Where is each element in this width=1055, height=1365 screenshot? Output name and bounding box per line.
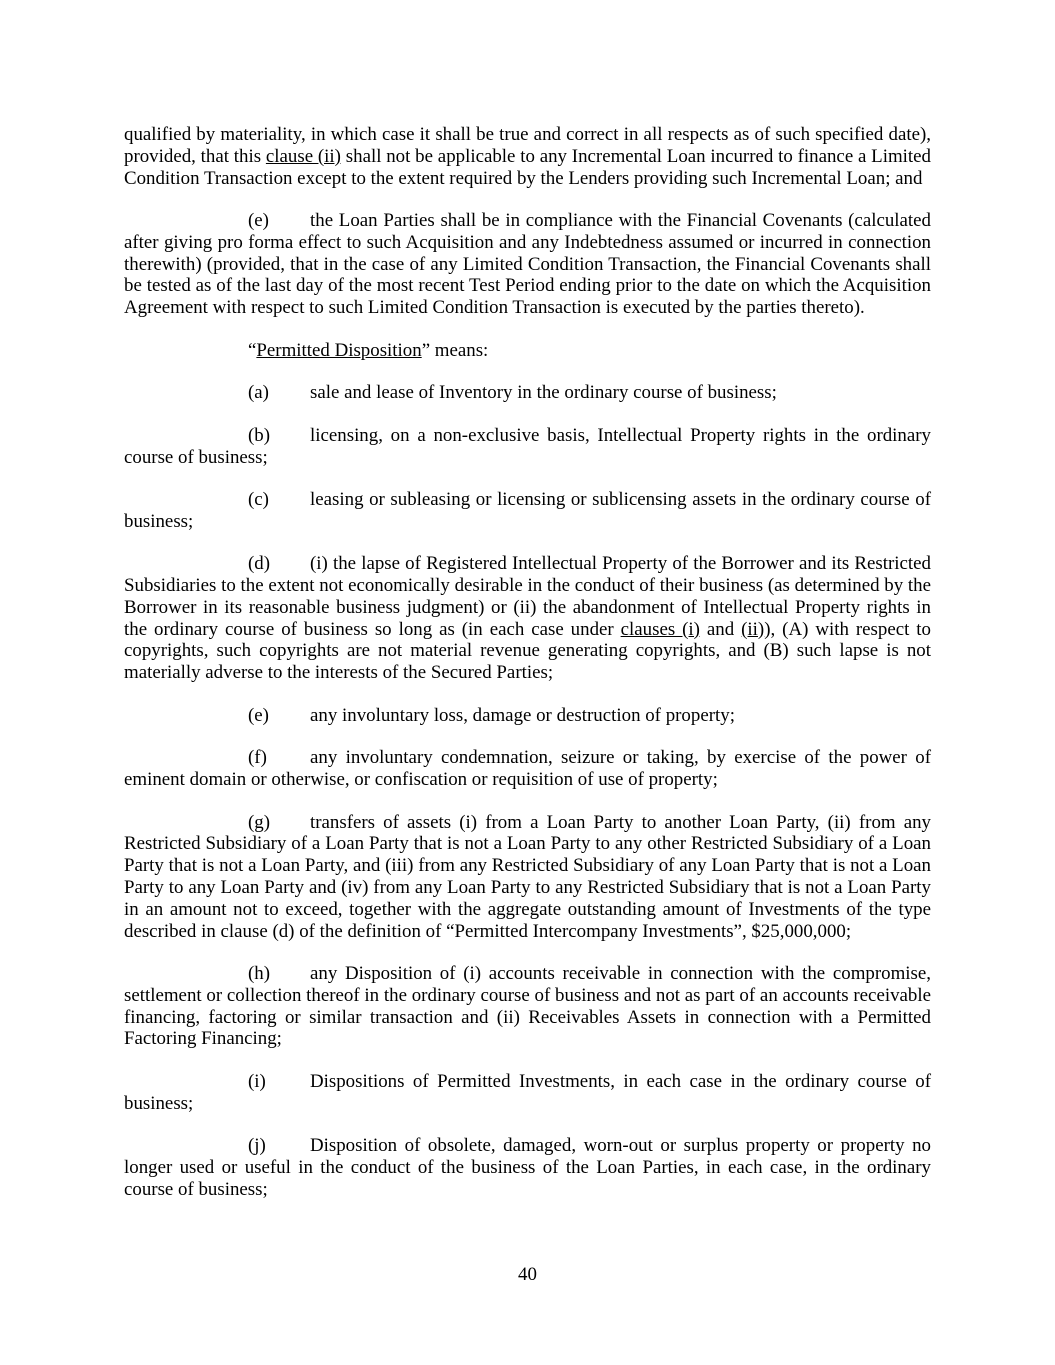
item-label: (a) — [248, 382, 269, 404]
intro-text-before: qualified by materiality, in which case it shall be true and correct in all respects as of such specified date), provided, that this — [124, 124, 931, 167]
item-h — [124, 963, 931, 1050]
item-a — [124, 382, 931, 404]
item-text: Dispositions of Permitted Investments, in each case in the ordinary course of business; — [124, 1070, 931, 1114]
item-f — [124, 747, 931, 791]
item-g — [124, 812, 931, 943]
item-i — [124, 1071, 931, 1115]
page-body — [124, 124, 931, 1221]
item-d — [124, 553, 931, 684]
item-text: any involuntary loss, damage or destruction of property; — [310, 704, 735, 726]
clauses-i-reference: clauses (i) — [620, 618, 700, 640]
item-label: (d) — [248, 553, 271, 575]
item-text: licensing, on a non-exclusive basis, Intellectual Property rights in the ordinary course of business; — [124, 424, 931, 468]
item-text: Disposition of obsolete, damaged, worn-out or surplus property or property no longer used or useful in the conduct of the business of the Loan Parties, in each case, in the ordinary course of business; — [124, 1135, 931, 1200]
item-c — [124, 489, 931, 533]
item-j — [124, 1135, 931, 1200]
item-text: sale and lease of Inventory in the ordinary course of business; — [310, 382, 777, 404]
item-label: (e) — [248, 704, 269, 726]
clause-e-paragraph — [124, 210, 931, 319]
clause-reference: clause (ii) — [265, 145, 341, 167]
item-label: (g) — [248, 811, 271, 833]
item-text: any Disposition of (i) accounts receivable in connection with the compromise, settlement or collection thereof in the ordinary course of business and not as part of an accounts receivable financing, factoring or similar transaction and (ii) Receivables Assets in connection with a Permitted Factoring Financing; — [124, 962, 931, 1050]
item-label: (j) — [248, 1135, 266, 1157]
clause-text: the Loan Parties shall be in compliance with the Financial Covenants (calculated after giving pro forma effect to such Acquisition and any Indebtedness assumed or incurred in connection therewith) (provided, that in the case of any Limited Condition Transaction, the Financial Covenants shall be tested as of the last day of the most recent Test Period ending prior to the date on which the Acquisition Agreement with respect to such Limited Condition Transaction is executed by the parties thereto). — [124, 210, 931, 319]
open-quote: “ — [248, 339, 257, 361]
item-label: (i) — [248, 1070, 266, 1092]
defined-term: Permitted Disposition — [256, 339, 422, 361]
definition-paragraph — [124, 340, 931, 362]
item-text: leasing or subleasing or licensing or sublicensing assets in the ordinary course of business; — [124, 489, 931, 532]
clause-ii-reference: (ii) — [741, 618, 765, 640]
item-text: ), (A) with respect to copyrights, such copyrights are not material revenue generating copyrights, and (B) such lapse is not materially adverse to the interests of the Secured Parties; — [124, 618, 931, 684]
clause-label: (e) — [248, 210, 269, 232]
intro-text-after: shall not be applicable to any Incremental Loan incurred to finance a Limited Condition Transaction except to the extent required by the Lenders providing such Incremental Loan; and — [124, 145, 931, 189]
item-label: (c) — [248, 489, 269, 510]
item-label: (f) — [248, 747, 267, 769]
item-label: (b) — [248, 424, 271, 446]
definition-means: ” means: — [421, 339, 489, 361]
item-text: any involuntary condemnation, seizure or taking, by exercise of the power of eminent domain or otherwise, or confiscation or requisition of use of property; — [124, 747, 931, 791]
page-number: 40 — [518, 1264, 537, 1285]
item-text: (i) the lapse of Registered Intellectual Property of the Borrower and its Restricted Subsidiaries to the extent not economically desirable in the conduct of their business (as determined by the Borrower in its reasonable business judgment) or (ii) the abandonment of Intellectual Property rights in the ordinary course of business so long as (in each case under — [124, 553, 931, 640]
item-text: and — [699, 618, 742, 640]
intro-paragraph — [124, 124, 931, 189]
item-e — [124, 705, 931, 727]
item-label: (h) — [248, 962, 271, 984]
item-b — [124, 425, 931, 469]
item-text: transfers of assets (i) from a Loan Party to another Loan Party, (ii) from any Restricted Subsidiary of a Loan Party that is not a Loan Party to any other Restricted Subsidiary of a Loan Party that is not a Loan Party, and (iii) from any Restricted Subsidiary of any Loan Party that is not a Loan Party to any Loan Party and (iv) from any Loan Party to any Restricted Subsidiary that is not a Loan Party in an amount not to exceed, together with the aggregate outstanding amount of Investments of the type described in clause (d) of the definition of “Permitted Intercompany Investments”, $25,000,000; — [124, 811, 931, 942]
